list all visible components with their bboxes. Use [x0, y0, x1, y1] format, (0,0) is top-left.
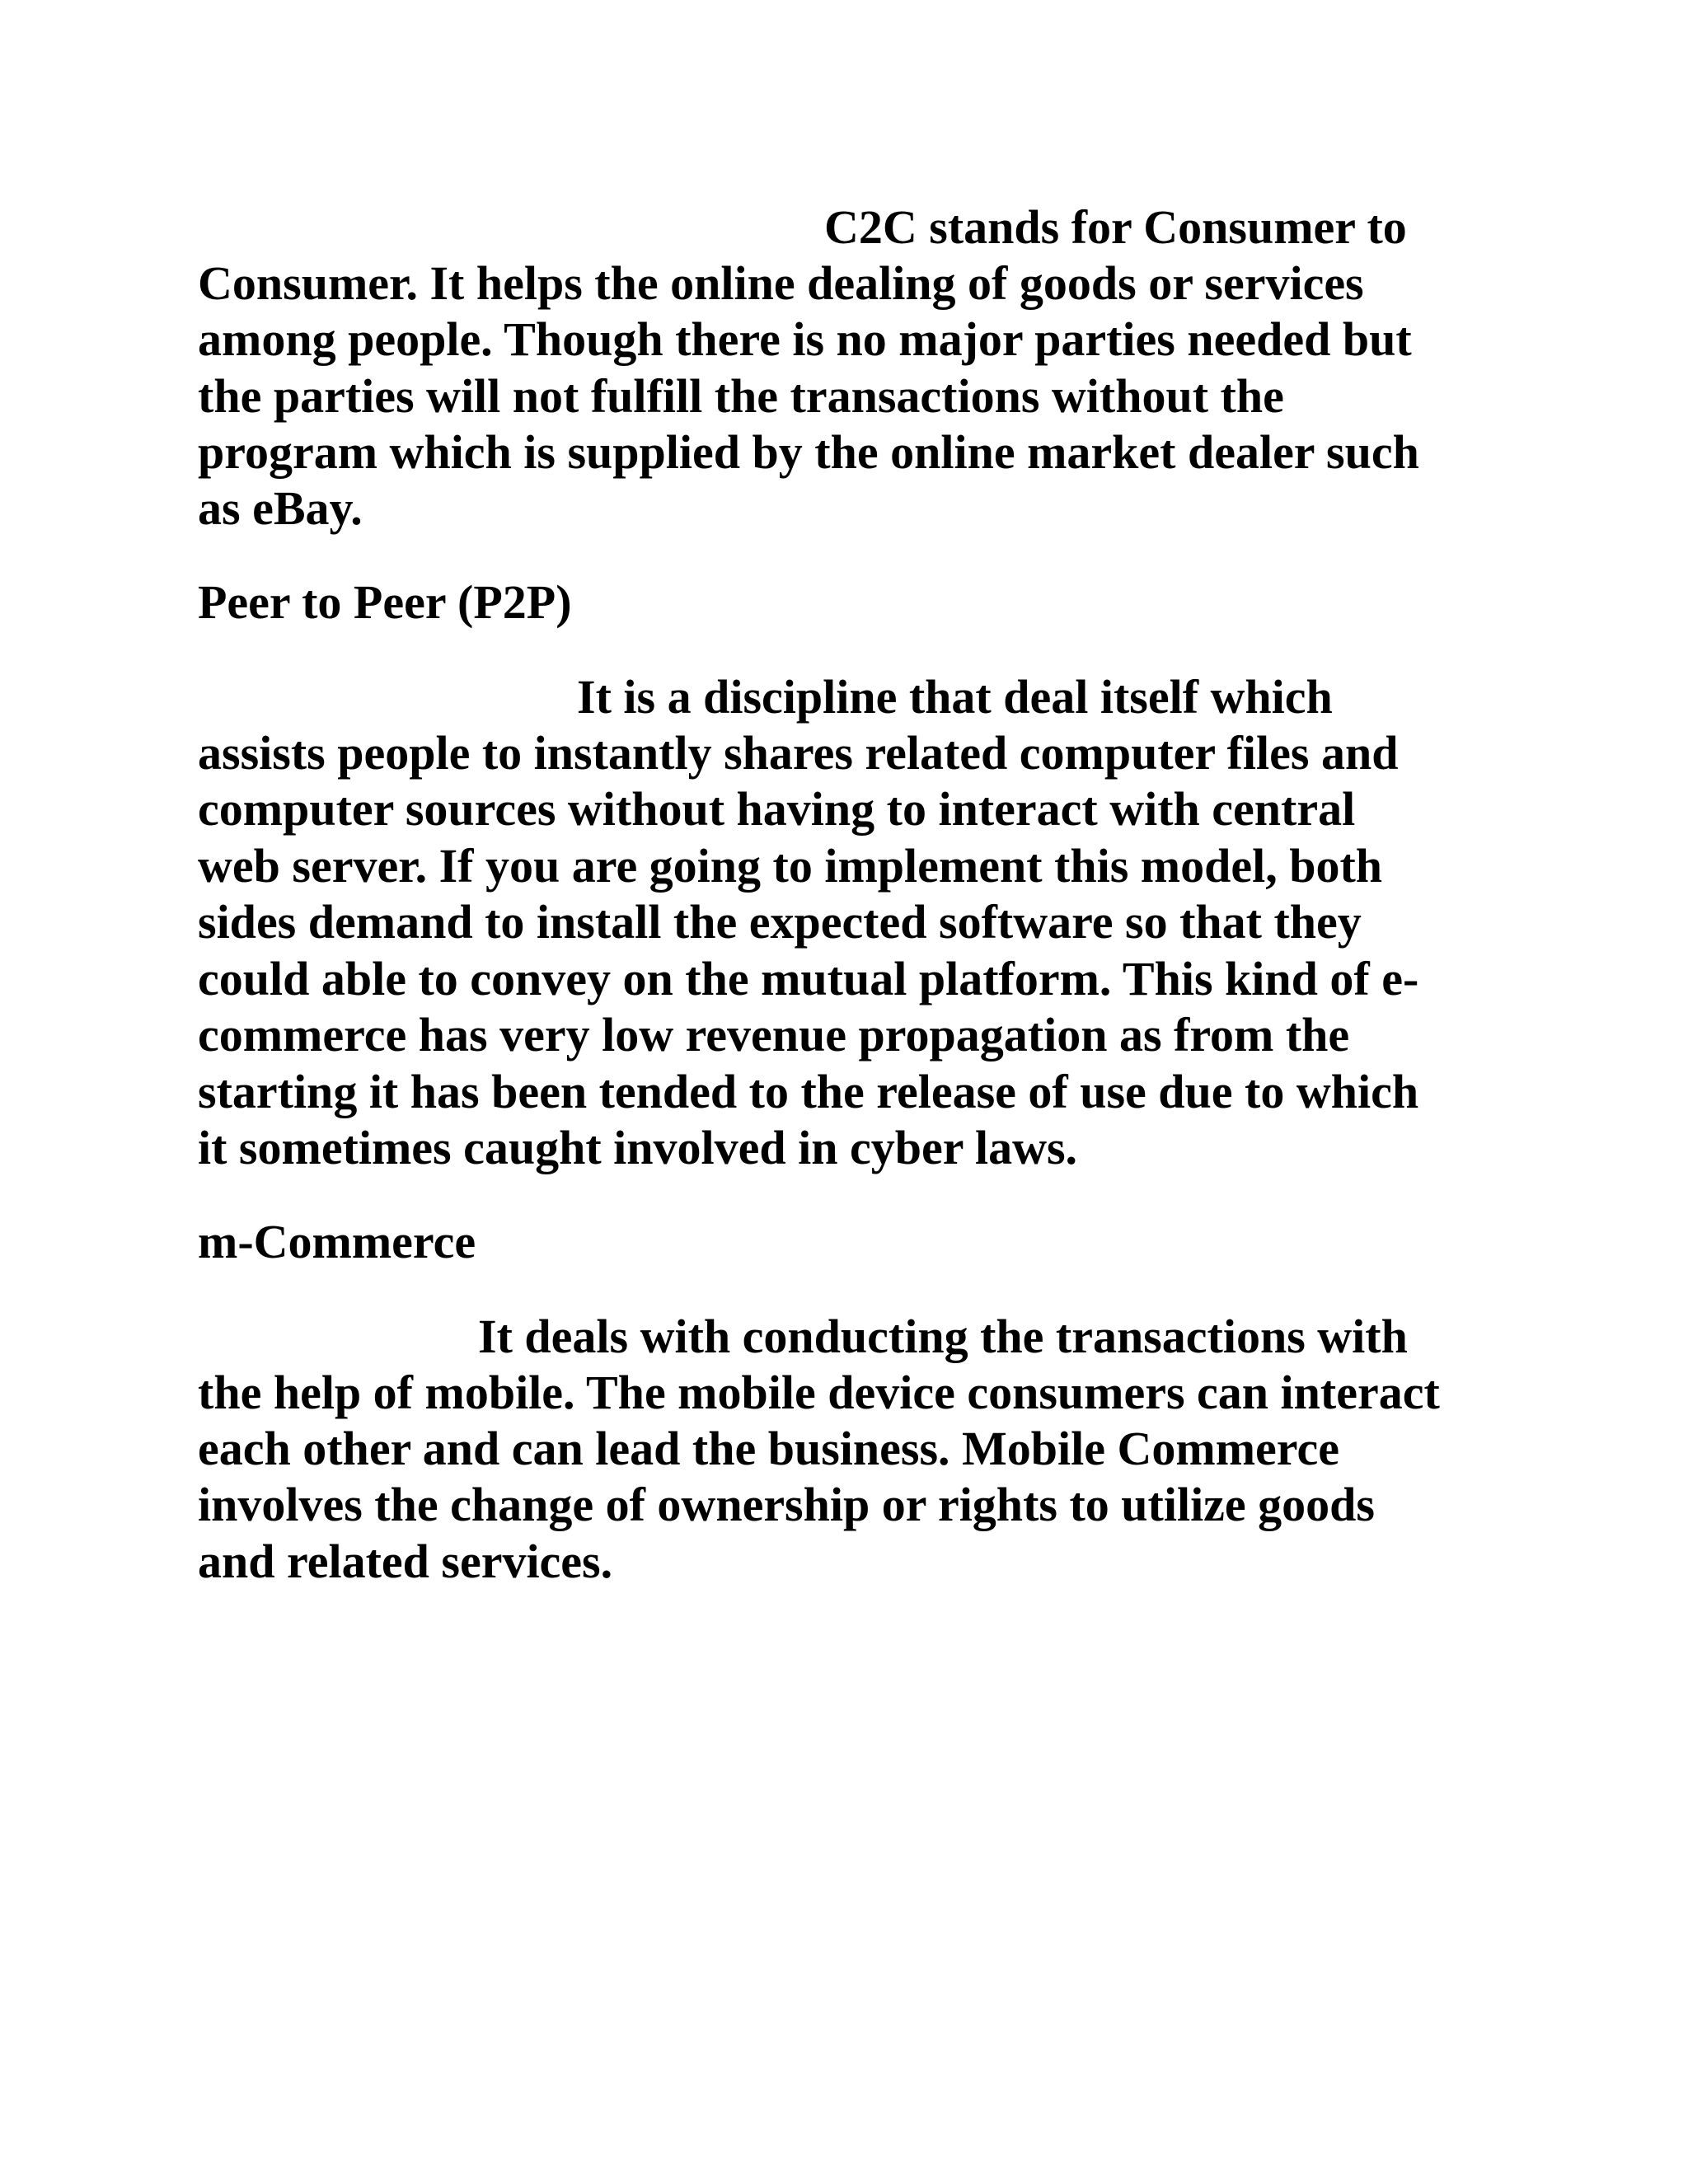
m-commerce-heading: m-Commerce — [198, 1215, 476, 1268]
paragraph-line: among people. Though there is no major parties needed but — [198, 312, 1412, 366]
paragraph-line: involves the change of ownership or rights to utilize goods — [198, 1478, 1375, 1531]
paragraph-line: each other and can lead the business. Mobile Commerce — [198, 1422, 1339, 1475]
paragraph-line: the parties will not fulfill the transactions without the — [198, 369, 1284, 423]
paragraph-line: the help of mobile. The mobile device consumers can interact — [198, 1366, 1440, 1419]
paragraph-line: assists people to instantly shares related computer files and — [198, 726, 1399, 780]
paragraph-line: and related services. — [198, 1535, 613, 1588]
paragraph-line: sides demand to install the expected software so that they — [198, 895, 1362, 949]
paragraph-line: commerce has very low revenue propagation as from the — [198, 1008, 1350, 1062]
p2p-heading: Peer to Peer (P2P) — [198, 575, 572, 629]
paragraph-line: web server. If you are going to implement this model, both — [198, 839, 1383, 893]
paragraph-line: computer sources without having to interact with central — [198, 782, 1356, 836]
paragraph-line: as eBay. — [198, 481, 363, 535]
paragraph-line: starting it has been tended to the release of use due to which — [198, 1065, 1419, 1118]
paragraph-line: program which is supplied by the online market dealer such — [198, 425, 1419, 479]
paragraph-line: It deals with conducting the transactions with — [478, 1310, 1408, 1363]
paragraph-line: C2C stands for Consumer to — [824, 200, 1407, 254]
paragraph-line: could able to convey on the mutual platform. This kind of e- — [198, 952, 1419, 1005]
paragraph-line: Consumer. It helps the online dealing of goods or services — [198, 256, 1364, 310]
paragraph-line: it sometimes caught involved in cyber laws. — [198, 1121, 1078, 1174]
paragraph-line: It is a discipline that deal itself which — [577, 670, 1333, 724]
